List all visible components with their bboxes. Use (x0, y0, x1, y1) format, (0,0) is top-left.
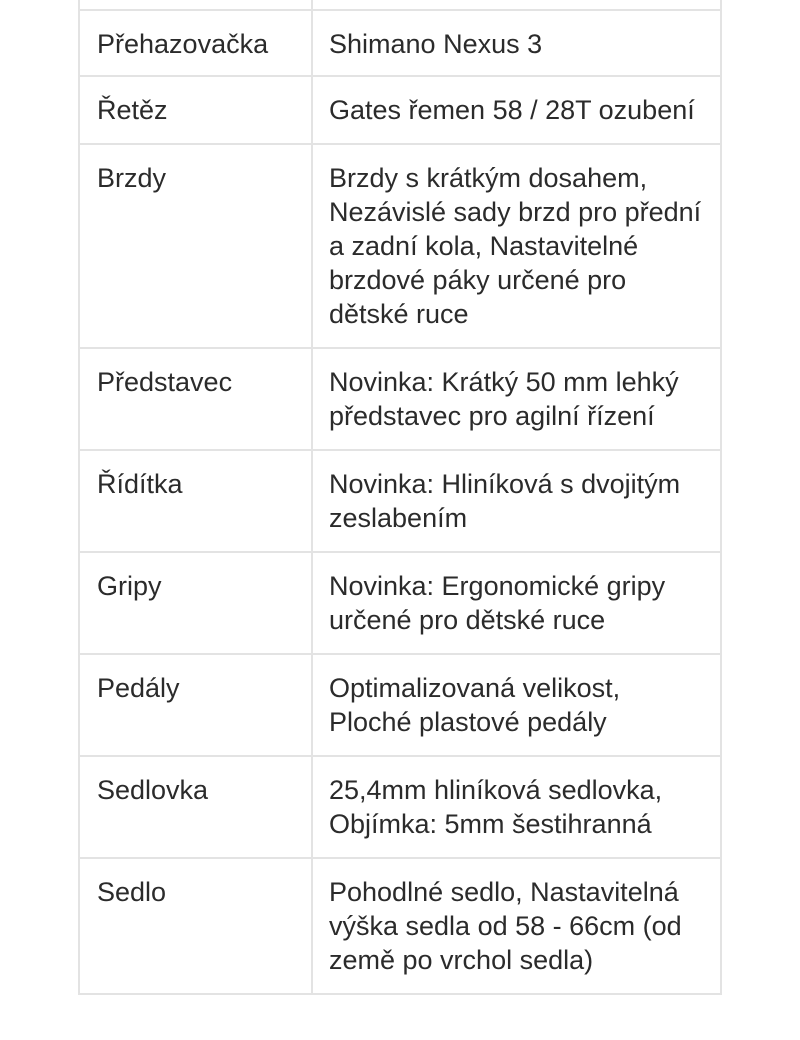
spec-value: Pohodlné sedlo, Nastavitelná výška sedla od 58 - 66cm (od země po vrchol sedla) (312, 858, 721, 994)
label-cell (79, 0, 312, 10)
spec-label: Sedlo (79, 858, 312, 994)
table-row (79, 858, 721, 994)
table-row (79, 756, 721, 858)
spec-value: Novinka: Krátký 50 mm lehký představec pro agilní řízení (312, 348, 721, 450)
table-row (79, 552, 721, 654)
table-row (79, 654, 721, 756)
spec-value: Novinka: Hliníková s dvojitým zeslabením (312, 450, 721, 552)
spec-label: Přehazovačka (79, 10, 312, 76)
spec-value: Brzdy s krátkým dosahem, Nezávislé sady brzd pro přední a zadní kola, Nastavitelné brzdové páky určené pro dětské ruce (312, 144, 721, 348)
spec-label: Pedály (79, 654, 312, 756)
table-row-partial (79, 0, 721, 10)
value-cell (312, 0, 721, 10)
table-row (79, 10, 721, 76)
spec-table (78, 0, 722, 995)
spec-label: Představec (79, 348, 312, 450)
spec-label: Sedlovka (79, 756, 312, 858)
spec-label: Brzdy (79, 144, 312, 348)
spec-value: Optimalizovaná velikost, Ploché plastové pedály (312, 654, 721, 756)
spec-label: Řídítka (79, 450, 312, 552)
spec-value: Shimano Nexus 3 (312, 10, 721, 76)
table-row (79, 76, 721, 144)
spec-label: Řetěz (79, 76, 312, 144)
spec-value: 25,4mm hliníková sedlovka, Objímka: 5mm šestihranná (312, 756, 721, 858)
spec-value: Novinka: Ergonomické gripy určené pro dětské ruce (312, 552, 721, 654)
table-row (79, 144, 721, 348)
spec-label: Gripy (79, 552, 312, 654)
table-row (79, 450, 721, 552)
table-row (79, 348, 721, 450)
spec-value: Gates řemen 58 / 28T ozubení (312, 76, 721, 144)
